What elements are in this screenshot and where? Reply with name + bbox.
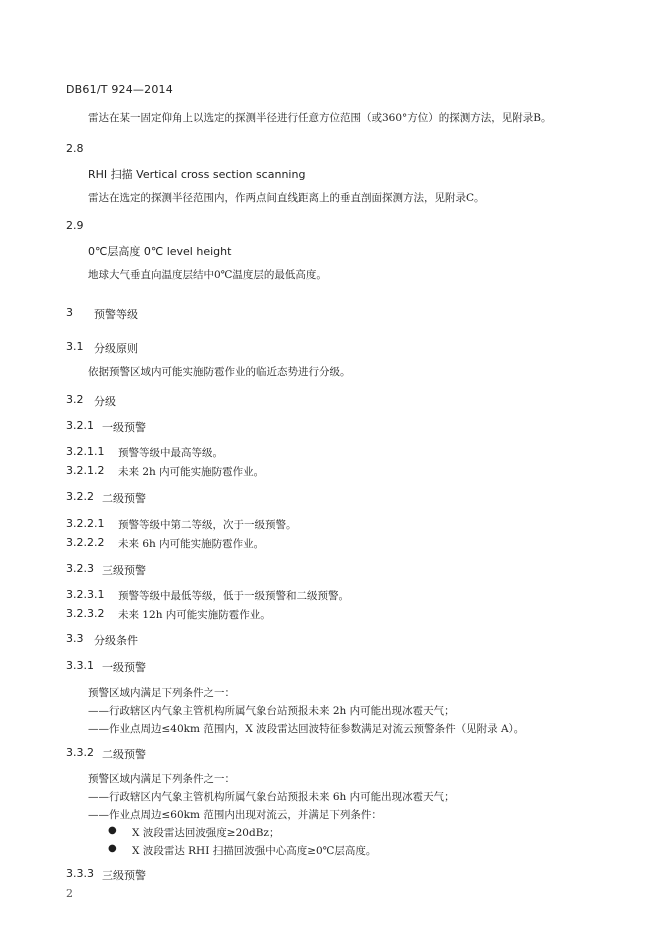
section-number: 3 [66, 306, 73, 319]
section-number: 3.3.3 [66, 867, 94, 880]
item-number: 3.2.2.1 [66, 517, 105, 530]
clause-number: 2.8 [66, 142, 84, 155]
body-text: 预警区域内满足下列条件之一： [88, 687, 235, 699]
list-dash-item: ——行政辖区内气象主管机构所属气象台站预报未来 6h 内可能出现冰雹天气； [88, 791, 455, 803]
clause-number: 2.9 [66, 219, 84, 232]
section-title: 预警等级 [94, 308, 138, 321]
section-title: 二级预警 [102, 748, 146, 761]
section-number: 3.2.3 [66, 562, 94, 575]
bullet-item: X 波段雷达回波强度≥20dBz； [132, 827, 280, 839]
list-dash-item: ——作业点周边≤40km 范围内，X 波段雷达回波特征参数满足对流云预警条件（见附录 A）。 [88, 723, 525, 735]
bullet-item: X 波段雷达 RHI 扫描回波强中心高度≥0℃层高度。 [132, 845, 377, 857]
item-number: 3.2.3.2 [66, 607, 105, 620]
item-text: 未来 2h 内可能实施防雹作业。 [118, 466, 265, 478]
section-number: 3.1 [66, 340, 84, 353]
body-text: 依据预警区域内可能实施防雹作业的临近态势进行分级。 [88, 366, 351, 378]
section-number: 3.2.1 [66, 419, 94, 432]
section-number: 3.3.1 [66, 659, 94, 672]
section-title: 分级原则 [94, 342, 138, 355]
body-text: 雷达在选定的探测半径范围内，作两点间直线距离上的垂直剖面探测方法，见附录C。 [88, 192, 485, 204]
item-number: 3.2.1.2 [66, 464, 105, 477]
item-number: 3.2.3.1 [66, 588, 105, 601]
section-title: 一级预警 [102, 421, 146, 434]
section-title: 三级预警 [102, 869, 146, 882]
body-text: 预警区域内满足下列条件之一： [88, 773, 235, 785]
item-text: 预警等级中最高等级。 [118, 447, 223, 459]
section-number: 3.2.2 [66, 490, 94, 503]
term-title: RHI 扫描 Vertical cross section scanning [88, 168, 306, 181]
section-title: 三级预警 [102, 564, 146, 577]
item-text: 未来 6h 内可能实施防雹作业。 [118, 538, 265, 550]
item-number: 3.2.1.1 [66, 445, 105, 458]
standard-code-header: DB61/T 924—2014 [66, 83, 173, 96]
section-title: 分级 [94, 395, 116, 408]
bullet-dot-icon: ● [108, 825, 117, 836]
section-number: 3.2 [66, 393, 84, 406]
item-text: 未来 12h 内可能实施防雹作业。 [118, 609, 271, 621]
body-text: 地球大气垂直向温度层结中0℃温度层的最低高度。 [88, 269, 327, 281]
section-number: 3.3 [66, 632, 84, 645]
term-title: 0℃层高度 0℃ level height [88, 245, 232, 258]
item-number: 3.2.2.2 [66, 536, 105, 549]
section-title: 分级条件 [94, 634, 138, 647]
page-number: 2 [66, 887, 73, 900]
list-dash-item: ——行政辖区内气象主管机构所属气象台站预报未来 2h 内可能出现冰雹天气； [88, 705, 455, 717]
section-title: 二级预警 [102, 492, 146, 505]
section-number: 3.3.2 [66, 746, 94, 759]
list-dash-item: ——作业点周边≤60km 范围内出现对流云，并满足下列条件： [88, 809, 382, 821]
bullet-dot-icon: ● [108, 843, 117, 854]
section-title: 一级预警 [102, 661, 146, 674]
body-text: 雷达在某一固定仰角上以选定的探测半径进行任意方位范围（或360°方位）的探测方法，见附录B。 [88, 112, 552, 124]
item-text: 预警等级中第二等级，次于一级预警。 [118, 519, 297, 531]
item-text: 预警等级中最低等级，低于一级预警和二级预警。 [118, 590, 349, 602]
